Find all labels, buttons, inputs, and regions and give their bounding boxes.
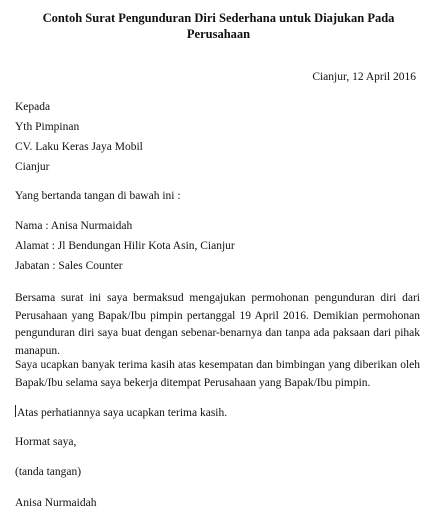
title-line-2: Perusahaan (186, 27, 251, 41)
identity-address: Alamat : Jl Bendungan Hilir Kota Asin, Cianjur (15, 240, 235, 252)
thanks-text: Atas perhatiannya saya ucapkan terima kasih. (17, 407, 228, 419)
document-title (0, 10, 437, 42)
recipient-company: CV. Laku Keras Jaya Mobil (15, 141, 143, 153)
body-paragraph-2: Saya ucapkan banyak terima kasih atas kesempatan dan bimbingan yang diberikan oleh Bapak/Ibu selama saya bekerja ditempat Perusahaan yang Bapak/Ibu pimpin. (15, 359, 420, 389)
recipient-to: Kepada (15, 101, 51, 113)
closing-text: Hormat saya, (15, 436, 77, 448)
intro-text: Yang bertanda tangan di bawah ini : (15, 190, 181, 202)
thanks-line (15, 405, 227, 420)
text-cursor (15, 405, 16, 417)
recipient-city: Cianjur (15, 161, 50, 173)
letter-date: Cianjur, 12 April 2016 (312, 71, 416, 83)
signature-placeholder: (tanda tangan) (15, 466, 82, 478)
recipient-title: Yth Pimpinan (15, 121, 80, 133)
identity-position: Jabatan : Sales Counter (15, 260, 123, 272)
signer-name: Anisa Nurmaidah (15, 497, 97, 509)
body-paragraph-1: Bersama surat ini saya bermaksud mengajukan permohonan pengunduran diri dari Perusahaan yang Bapak/Ibu pimpin pertanggal 19 April 2016. Demikian permohonan pengunduran diri saya buat dengan sebenar-benarnya dan tanpa ada paksaan dari pihak manapun. (15, 292, 420, 357)
identity-name: Nama : Anisa Nurmaidah (15, 220, 133, 232)
title-line-1: Contoh Surat Pengunduran Diri Sederhana untuk Diajukan Pada (42, 11, 395, 25)
